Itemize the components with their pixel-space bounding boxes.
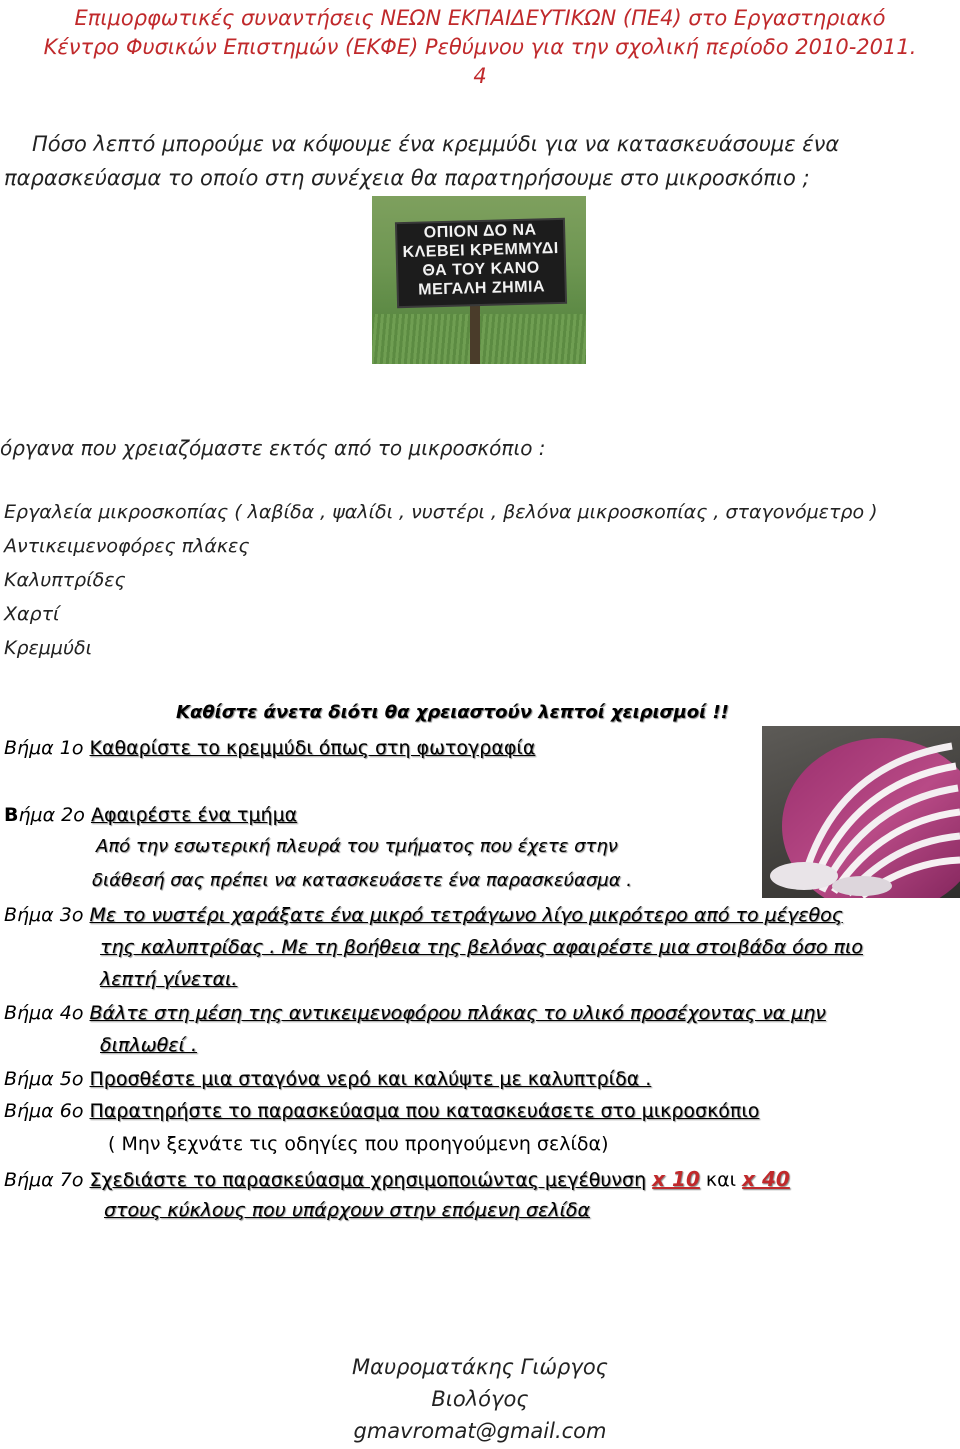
header-line-1: Επιμορφωτικές συναντήσεις ΝΕΩΝ ΕΚΠΑΙΔΕΥΤΙΚΩΝ (ΠΕ4) στο Εργαστηριακό: [74, 6, 886, 30]
sign-line-3: ΘΑ ΤΟΥ ΚΑΝΟ: [422, 259, 540, 280]
step-3-line-1: Με το νυστέρι χαράξατε ένα μικρό τετράγωνο λίγο μικρότερο από το μέγεθος: [89, 904, 843, 926]
step-2-line-3: διάθεσή σας πρέπει να κατασκευάσετε ένα παρασκεύασμα .: [92, 870, 633, 891]
step-2: [4, 804, 297, 826]
tool-item: Χαρτί: [4, 603, 60, 625]
author-email: gmavromat@gmail.com: [353, 1419, 607, 1443]
sign-line-2: ΚΛΕΒΕΙ ΚΡΕΜΜΥΔΙ: [402, 239, 559, 262]
step-2-line-2: Από την εσωτερική πλευρά του τμήματος που έχετε στην: [96, 836, 618, 857]
step-1-label: Βήμα 1ο: [4, 737, 84, 759]
step-5-label: Βήμα 5ο: [4, 1068, 84, 1090]
question-line-1: Πόσο λεπτό μπορούμε να κόψουμε ένα κρεμμύδι για να κατασκευάσουμε ένα: [32, 132, 840, 156]
step-6-label: Βήμα 6ο: [4, 1100, 84, 1122]
step-4: [4, 1002, 826, 1024]
onion-photo: [762, 726, 960, 898]
tool-item: Κρεμμύδι: [4, 637, 93, 659]
step-7-and: και: [705, 1169, 737, 1191]
step-7-text: Σχεδιάστε το παρασκεύασμα χρησιμοποιώντας μεγέθυνση: [89, 1169, 647, 1191]
tools-heading: όργανα που χρειαζόμαστε εκτός από το μικροσκόπιο :: [0, 436, 546, 460]
onion-sign-photo: [372, 196, 586, 364]
author-title: Βιολόγος: [431, 1387, 529, 1411]
step-3-line-3: λεπτή γίνεται.: [100, 968, 238, 990]
step-2-label-initial: Β: [4, 804, 19, 826]
sign-board: [397, 220, 565, 306]
header-line-2: Κέντρο Φυσικών Επιστημών (ΕΚΦΕ) Ρεθύμνου για την σχολική περίοδο 2010-2011.: [43, 35, 917, 59]
page-number: 4: [473, 64, 487, 88]
step-1: [4, 737, 535, 759]
sign-post: [470, 296, 480, 364]
sign-line-1: ΟΠΙΟΝ ΔΟ ΝΑ: [423, 221, 537, 242]
step-2-label: ήμα 2ο: [18, 804, 85, 826]
step-7: [4, 1167, 790, 1191]
step-7-line-2: στους κύκλους που υπάρχουν στην επόμενη σελίδα: [104, 1199, 591, 1221]
step-6-text: Παρατηρήστε το παρασκεύασμα που κατασκευάσετε στο μικροσκόπιο: [89, 1100, 760, 1122]
step-3: [4, 904, 843, 926]
step-4-line-1: Βάλτε στη μέση της αντικειμενοφόρου πλάκας το υλικό προσέχοντας να μην: [89, 1002, 826, 1024]
author-name: Μαυροματάκης Γιώργος: [352, 1355, 608, 1379]
question-line-2: παρασκεύασμα το οποίο στη συνέχεια θα παρατηρήσουμε στο μικροσκόπιο ;: [4, 166, 810, 190]
tool-item: Αντικειμενοφόρες πλάκες: [4, 535, 250, 557]
step-1-text: Καθαρίστε το κρεμμύδι όπως στη φωτογραφία: [89, 737, 536, 759]
step-4-line-2: διπλωθεί .: [100, 1034, 198, 1056]
sign-line-4: ΜΕΓΑΛΗ ΖΗΜΙΑ: [418, 278, 546, 299]
step-6: [4, 1100, 759, 1122]
step-6-note: ( Μην ξεχνάτε τις οδηγίες που προηγούμενη σελίδα): [108, 1133, 609, 1155]
step-3-line-2: της καλυπτρίδας . Με τη βοήθεια της βελόνας αφαιρέστε μια στοιβάδα όσο πιο: [100, 936, 863, 958]
page-header: [0, 4, 960, 91]
magnification-10: x 10: [652, 1167, 700, 1191]
step-5-text: Προσθέστε μια σταγόνα νερό και καλύψτε με καλυπτρίδα .: [89, 1068, 652, 1090]
tool-item: Καλυπτρίδες: [4, 569, 126, 591]
step-5: [4, 1068, 651, 1090]
magnification-40: x 40: [742, 1167, 790, 1191]
step-4-label: Βήμα 4ο: [4, 1002, 84, 1024]
step-2-text: Αφαιρέστε ένα τμήμα: [90, 804, 298, 826]
tool-item: Εργαλεία μικροσκοπίας ( λαβίδα , ψαλίδι , νυστέρι , βελόνα μικροσκοπίας , σταγονόμετρο ): [4, 501, 878, 523]
step-3-label: Βήμα 3ο: [4, 904, 84, 926]
warning-text: Καθίστε άνετα διότι θα χρειαστούν λεπτοί χειρισμοί !!: [176, 702, 729, 723]
step-7-label: Βήμα 7ο: [4, 1169, 84, 1191]
